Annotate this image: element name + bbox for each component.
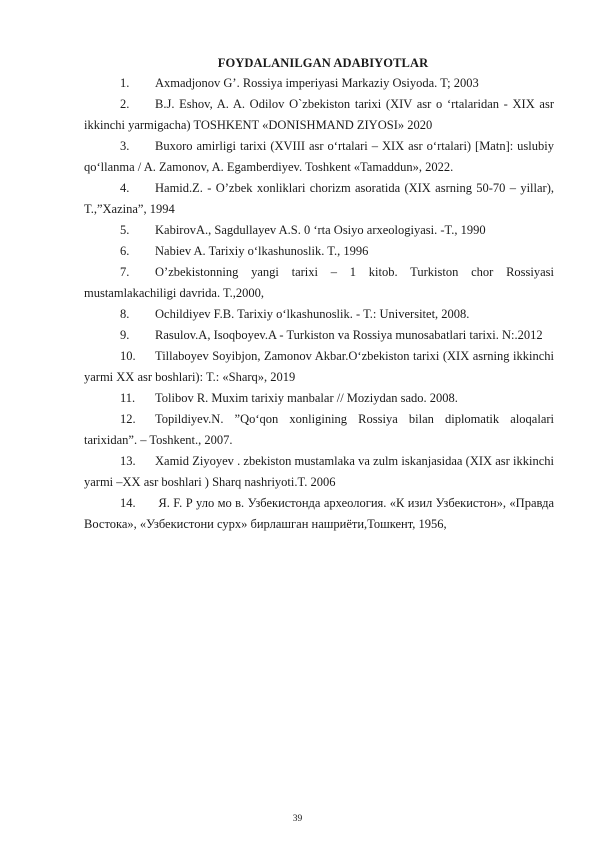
reference-number: 6. [120, 244, 130, 258]
reference-text: B.J. Eshov, A. A. Odilov O`zbekiston tarixi (XIV asr o ‘rtalaridan - XIX asr ikkinchi yarmigacha) TOSHKENT «DONISHMAND ZIYOSI» 2020 [84, 97, 554, 132]
reference-item-10 [84, 346, 554, 388]
reference-item-9 [84, 325, 554, 346]
reference-item-4 [84, 178, 554, 220]
reference-item-3 [84, 136, 554, 178]
reference-number: 5. [120, 223, 130, 237]
reference-text: Hamid.Z. - O’zbek xonliklari chorizm asoratida (XIX asrning 50-70 – yillar), T.,”Xazina”, 1994 [84, 181, 554, 216]
reference-item-8 [84, 304, 554, 325]
reference-number: 7. [120, 265, 130, 279]
reference-text: O’zbekistonning yangi tarixi – 1 kitob. Turkiston chor Rossiyasi mustamlakachiligi davrida. T.,2000, [84, 265, 554, 300]
reference-number: 9. [120, 328, 130, 342]
reference-item-13 [84, 451, 554, 493]
reference-number: 10. [120, 349, 136, 363]
reference-number: 8. [120, 307, 130, 321]
reference-number: 4. [120, 181, 130, 195]
reference-item-5 [84, 220, 554, 241]
page-title: FOYDALANILGAN ADABIYOTLAR [217, 56, 429, 70]
reference-text: Buxoro amirligi tarixi (XVIII asr o‘rtalari – XIX asr o‘rtalari) [Matn]: uslubiy qo‘llanma / A. Zamonov, A. Egamberdiyev. Toshkent «Tamaddun», 2022. [84, 139, 554, 174]
reference-text: KabirovA., Sagdullayev A.S. 0 ‘rta Osiyo arxeologiyasi. -T., 1990 [155, 223, 486, 237]
bibliography-page [84, 50, 554, 535]
reference-item-2 [84, 94, 554, 136]
reference-number: 14. [120, 496, 136, 510]
reference-text: Rasulov.A, Isoqboyev.A - Turkiston va Rossiya munosabatlari tarixi. N:.2012 [155, 328, 543, 342]
reference-text: Xamid Ziyoyev . zbekiston mustamlaka va zulm iskanjasidaa (XIX asr ikkinchi yarmi –XX asr boshlari ) Sharq nashriyoti.T. 2006 [84, 454, 554, 489]
reference-number: 13. [120, 454, 136, 468]
reference-list [84, 73, 554, 535]
reference-item-1 [84, 73, 554, 94]
reference-text: Nabiev A. Tarixiy o‘lkashunoslik. T., 1996 [155, 244, 369, 258]
reference-text: Ochildiyev F.B. Tarixiy o‘lkashunoslik. - T.: Universitet, 2008. [155, 307, 470, 321]
reference-item-12 [84, 409, 554, 451]
reference-item-6 [84, 241, 554, 262]
reference-text: Tillaboyev Soyibjon, Zamonov Akbar.O‘zbekiston tarixi (XIX asrning ikkinchi yarmi XX asr boshlari): T.: «Sharq», 2019 [84, 349, 554, 384]
reference-number: 11. [120, 391, 136, 405]
reference-number: 12. [120, 412, 136, 426]
reference-number: 2. [120, 97, 130, 111]
reference-number: 1. [120, 76, 130, 90]
reference-item-14 [84, 493, 554, 535]
reference-text: Topildiyev.N. ”Qo‘qon xonligining Rossiya bilan diplomatik aloqalari tarixidan”. – Toshkent., 2007. [84, 412, 554, 447]
reference-number: 3. [120, 139, 130, 153]
reference-text: Я. F. Р уло мо в. Узбекистонда археология. «К изил Узбекистон», «Правда Востока», «Узбекистони сурх» бирлашган нашриёти,Тошкент, 1956, [84, 496, 554, 531]
reference-text: Axmadjonov G’. Rossiya imperiyasi Markaziy Osiyoda. T; 2003 [155, 76, 479, 90]
reference-text: Tolibov R. Muxim tarixiy manbalar // Moziydan sado. 2008. [155, 391, 458, 405]
page-number: 39 [292, 814, 303, 824]
reference-item-7 [84, 262, 554, 304]
reference-item-11 [84, 388, 554, 409]
